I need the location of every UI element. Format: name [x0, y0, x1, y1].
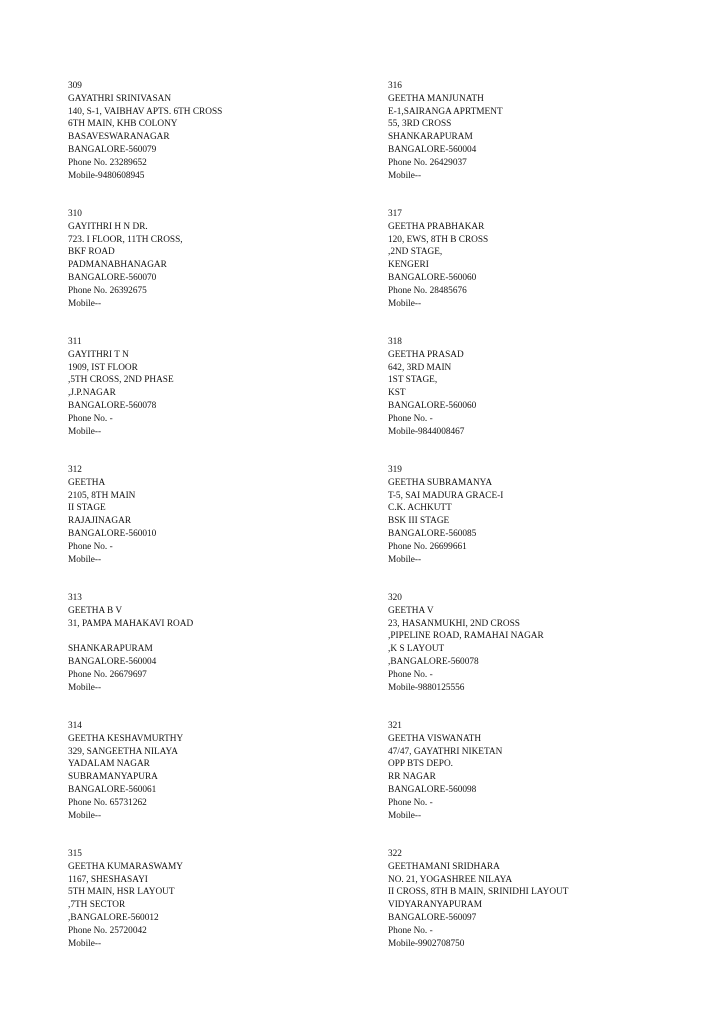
phone-number: Phone No. - — [388, 925, 433, 936]
address-line-1: 47/47, GAYATHRI NIKETAN — [388, 746, 503, 757]
phone-number: Phone No. 26699661 — [388, 541, 467, 552]
phone-number: Phone No. - — [68, 541, 113, 552]
entry-number: 311 — [68, 337, 82, 347]
entry-number: 318 — [388, 337, 402, 347]
mobile-number: Mobile-- — [68, 426, 102, 437]
member-name: GEETHA PRABHAKAR — [388, 221, 485, 232]
directory-entry — [68, 80, 368, 182]
address-line-1: 31, PAMPA MAHAKAVI ROAD — [68, 618, 194, 629]
phone-number: Phone No. 28485676 — [388, 285, 467, 296]
city-pincode: BANGALORE-560070 — [68, 272, 157, 283]
address-line-1: 23, HASANMUKHI, 2ND CROSS — [388, 618, 520, 629]
entry-number: 314 — [68, 721, 82, 731]
directory-entry — [388, 592, 688, 694]
phone-number: Phone No. 26429037 — [388, 157, 467, 168]
directory-entry — [68, 592, 368, 694]
address-line-1: 642, 3RD MAIN — [388, 362, 452, 373]
address-line-1: NO. 21, YOGASHREE NILAYA — [388, 874, 513, 885]
address-line-1: T-5, SAI MADURA GRACE-I — [388, 490, 504, 501]
directory-entry — [388, 336, 688, 438]
city-pincode: BANGALORE-560010 — [68, 528, 157, 539]
city-pincode: BANGALORE-560098 — [388, 784, 477, 795]
entry-number: 316 — [388, 81, 402, 91]
mobile-number: Mobile-9844008467 — [388, 426, 465, 437]
city-pincode: BANGALORE-560004 — [388, 144, 477, 155]
member-name: GEETHA PRASAD — [388, 349, 464, 360]
directory-entry — [388, 464, 688, 566]
address-line-2: BKF ROAD — [68, 247, 115, 258]
member-name: GAYATHRI SRINIVASAN — [68, 93, 172, 104]
mobile-number: Mobile-9480608945 — [68, 170, 145, 181]
directory-entry — [388, 848, 688, 950]
mobile-number: Mobile-- — [388, 810, 422, 821]
member-name: GEETHA KUMARASWAMY — [68, 861, 183, 872]
phone-number: Phone No. 26392675 — [68, 285, 147, 296]
city-pincode: BANGALORE-560061 — [68, 784, 157, 795]
member-name: GEETHA VISWANATH — [388, 733, 482, 744]
mobile-number: Mobile-- — [68, 554, 102, 565]
address-line-1: 723. I FLOOR, 11TH CROSS, — [68, 234, 183, 245]
entry-number: 309 — [68, 81, 82, 91]
mobile-number: Mobile-9880125556 — [388, 682, 465, 693]
address-line-2: 55, 3RD CROSS — [388, 119, 452, 130]
address-line-2: YADALAM NAGAR — [68, 759, 150, 770]
entry-number: 313 — [68, 593, 82, 603]
city-pincode: BANGALORE-560097 — [388, 912, 477, 923]
address-line-2: ,5TH CROSS, 2ND PHASE — [68, 375, 174, 386]
address-line-2: 6TH MAIN, KHB COLONY — [68, 119, 178, 130]
address-line-2: ,2ND STAGE, — [388, 247, 443, 258]
city-pincode: ,BANGALORE-560078 — [388, 656, 479, 667]
address-line-2: ,PIPELINE ROAD, RAMAHAI NAGAR — [388, 631, 544, 642]
address-line-2 — [68, 630, 368, 643]
directory-entry — [68, 208, 368, 310]
address-line-3: BASAVESWARANAGAR — [68, 132, 170, 143]
city-pincode: BANGALORE-560060 — [388, 272, 477, 283]
address-line-1: 1167, SHESHASAYI — [68, 874, 148, 885]
address-line-1: 140, S-1, VAIBHAV APTS. 6TH CROSS — [68, 106, 223, 117]
address-line-3: SHANKARAPURAM — [68, 644, 153, 655]
member-name: GEETHA KESHAVMURTHY — [68, 733, 184, 744]
address-line-3: BSK III STAGE — [388, 516, 450, 527]
directory-entry — [68, 336, 368, 438]
address-line-2: 1ST STAGE, — [388, 375, 438, 386]
address-line-1: 329, SANGEETHA NILAYA — [68, 746, 178, 757]
member-name: GEETHA — [68, 477, 106, 488]
directory-entry — [68, 720, 368, 822]
city-pincode: BANGALORE-560079 — [68, 144, 157, 155]
mobile-number: Mobile-- — [68, 938, 102, 949]
address-line-2: 5TH MAIN, HSR LAYOUT — [68, 887, 175, 898]
address-line-3: SUBRAMANYAPURA — [68, 772, 158, 783]
member-name: GAYITHRI T N — [68, 349, 129, 360]
entry-number: 321 — [388, 721, 402, 731]
mobile-number: Mobile-- — [388, 554, 422, 565]
address-line-1: 1909, IST FLOOR — [68, 362, 138, 373]
address-line-3: SHANKARAPURAM — [388, 132, 473, 143]
city-pincode: ,BANGALORE-560012 — [68, 912, 159, 923]
address-line-3: KENGERI — [388, 260, 429, 271]
entry-number: 322 — [388, 849, 402, 859]
phone-number: Phone No. - — [68, 413, 113, 424]
address-line-2: II CROSS, 8TH B MAIN, SRINIDHI LAYOUT — [388, 887, 569, 898]
mobile-number: Mobile-- — [388, 298, 422, 309]
mobile-number: Mobile-- — [388, 170, 422, 181]
directory-entry — [388, 720, 688, 822]
member-name: GEETHAMANI SRIDHARA — [388, 861, 500, 872]
address-line-2: OPP BTS DEPO. — [388, 759, 454, 770]
member-name: GEETHA V — [388, 605, 434, 616]
address-line-3: ,7TH SECTOR — [68, 900, 126, 911]
address-line-3: PADMANABHANAGAR — [68, 260, 167, 271]
member-name: GEETHA SUBRAMANYA — [388, 477, 493, 488]
address-line-3: RR NAGAR — [388, 772, 436, 783]
entry-number: 315 — [68, 849, 82, 859]
directory-entry — [388, 208, 688, 310]
member-name: GEETHA B V — [68, 605, 123, 616]
entry-number: 320 — [388, 593, 402, 603]
address-line-3: RAJAJINAGAR — [68, 516, 132, 527]
address-line-2: II STAGE — [68, 503, 106, 514]
address-line-3: ,K S LAYOUT — [388, 644, 445, 655]
mobile-number: Mobile-9902708750 — [388, 938, 465, 949]
address-line-3: VIDYARANYAPURAM — [388, 900, 483, 911]
city-pincode: BANGALORE-560004 — [68, 656, 157, 667]
phone-number: Phone No. - — [388, 669, 433, 680]
mobile-number: Mobile-- — [68, 298, 102, 309]
city-pincode: BANGALORE-560078 — [68, 400, 157, 411]
phone-number: Phone No. - — [388, 797, 433, 808]
member-name: GAYITHRI H N DR. — [68, 221, 148, 232]
phone-number: Phone No. 23289652 — [68, 157, 147, 168]
address-line-3: KST — [388, 388, 406, 399]
entry-number: 312 — [68, 465, 82, 475]
directory-entry — [388, 80, 688, 182]
entry-number: 310 — [68, 209, 82, 219]
address-line-2: C.K. ACHKUTT — [388, 503, 452, 514]
address-line-1: 120, EWS, 8TH B CROSS — [388, 234, 489, 245]
mobile-number: Mobile-- — [68, 810, 102, 821]
entry-number: 319 — [388, 465, 402, 475]
entry-number: 317 — [388, 209, 402, 219]
address-line-1: E-1,SAIRANGA APRTMENT — [388, 106, 503, 117]
phone-number: Phone No. 25720042 — [68, 925, 147, 936]
address-line-3: ,J.P.NAGAR — [68, 388, 116, 399]
directory-entry — [68, 848, 368, 950]
city-pincode: BANGALORE-560085 — [388, 528, 477, 539]
mobile-number: Mobile-- — [68, 682, 102, 693]
phone-number: Phone No. - — [388, 413, 433, 424]
member-name: GEETHA MANJUNATH — [388, 93, 484, 104]
directory-entry — [68, 464, 368, 566]
phone-number: Phone No. 65731262 — [68, 797, 147, 808]
phone-number: Phone No. 26679697 — [68, 669, 147, 680]
address-line-1: 2105, 8TH MAIN — [68, 490, 136, 501]
city-pincode: BANGALORE-560060 — [388, 400, 477, 411]
